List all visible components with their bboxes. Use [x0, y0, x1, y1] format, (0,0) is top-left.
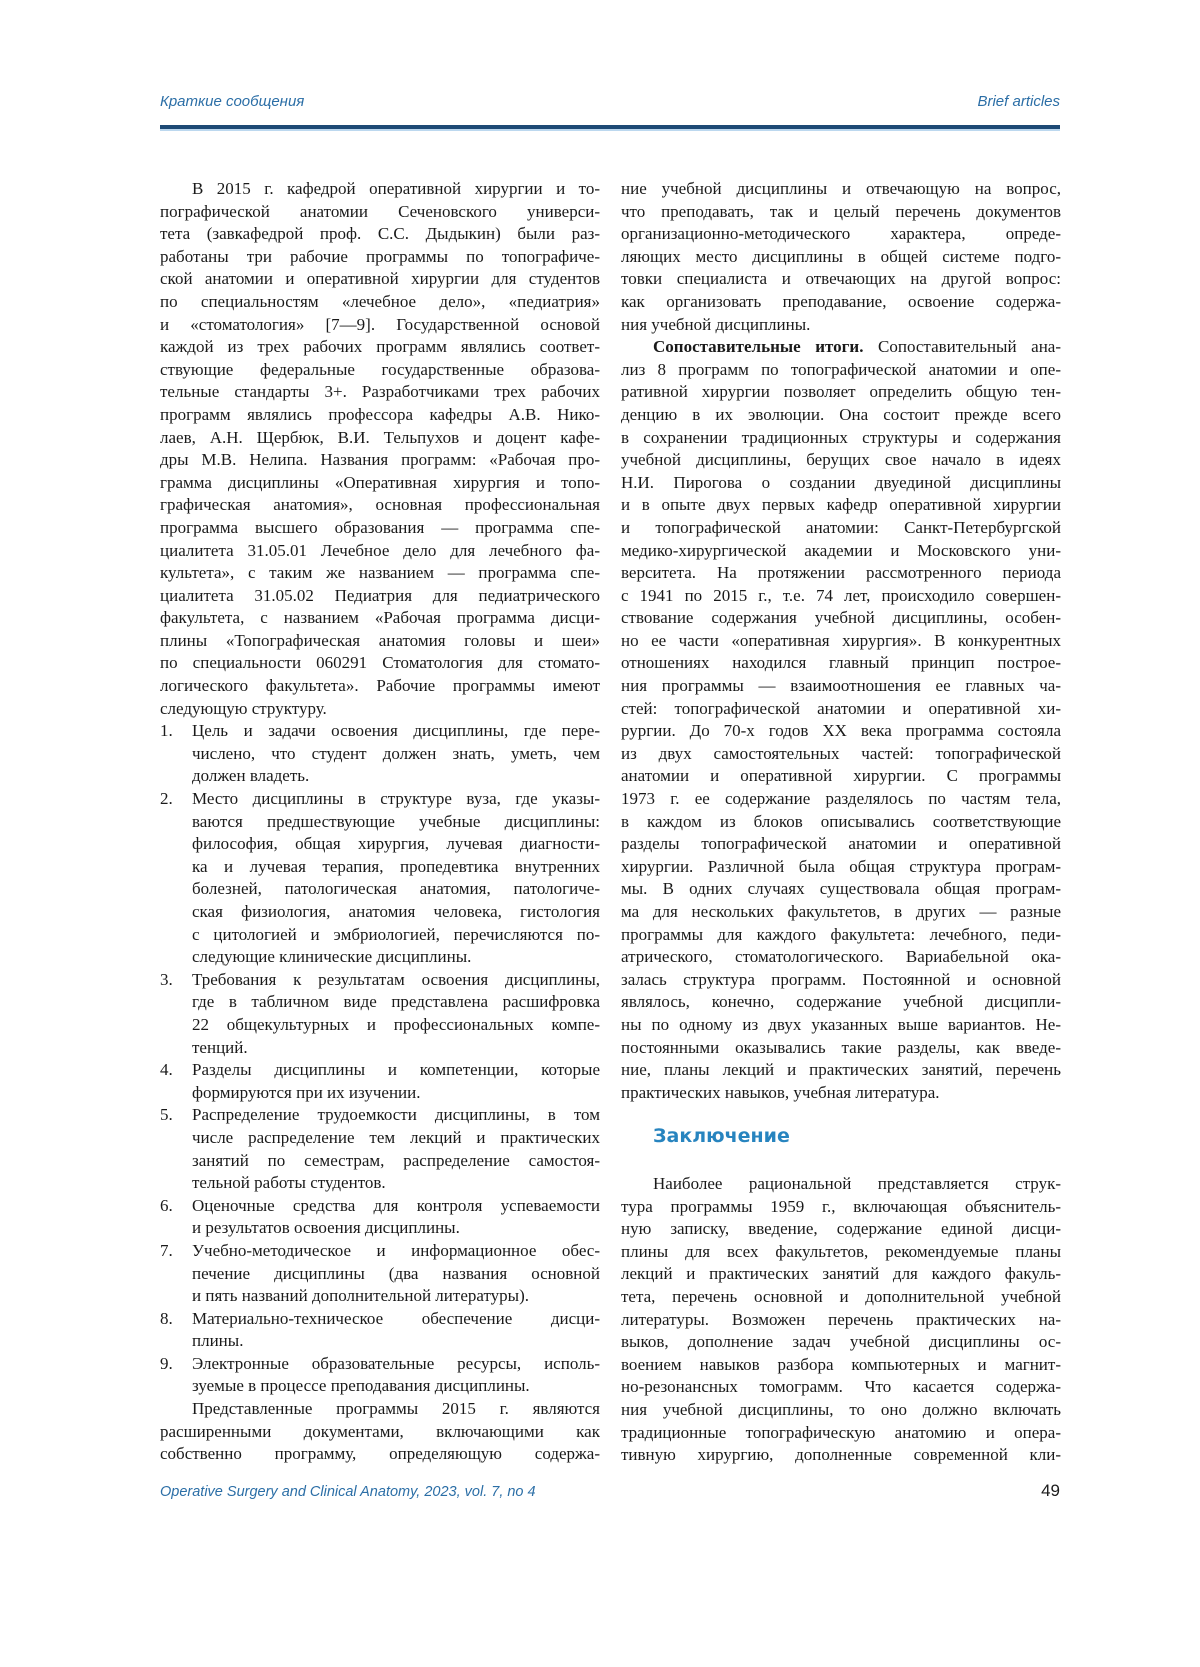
line-text: следующие клинические дисциплины.	[192, 947, 471, 966]
list-item-line	[160, 1082, 600, 1105]
list-number: 5.	[160, 1104, 173, 1127]
line-text: графическая анатомия», основная профессиональная	[160, 495, 600, 514]
line-text: ская физиология, анатомия человека, гистология	[192, 902, 600, 921]
line-text: Требования к результатам освоения дисциплины,	[192, 970, 600, 989]
line-text: Н.И. Пирогова о создании двуединой дисциплины	[621, 473, 1061, 492]
paragraph-line	[621, 788, 1061, 811]
line-text: анатомии и оперативной хирургии. С программы	[621, 766, 1061, 785]
line-text: разделы топографической анатомии и оперативной	[621, 834, 1061, 853]
line-text: Оценочные средства для контроля успеваемости	[192, 1196, 600, 1215]
line-text: лекций и практических занятий для каждого факуль-	[621, 1264, 1061, 1283]
list-number: 4.	[160, 1059, 173, 1082]
paragraph-line	[621, 607, 1061, 630]
paragraph-line	[160, 427, 600, 450]
lead-in-bold: Сопоставительные итоги.	[653, 337, 863, 356]
list-item-line	[160, 1104, 600, 1127]
line-text: факультета, с названием «Рабочая программа дисци-	[160, 608, 600, 627]
paragraph-line	[621, 540, 1061, 563]
line-text: но-резонансных томограмм. Что касается содержа-	[621, 1377, 1061, 1396]
list-number: 2.	[160, 788, 173, 811]
list-item-line	[160, 1330, 600, 1353]
line-text: верситета. На протяжении рассмотренного периода	[621, 563, 1061, 582]
paragraph-line	[621, 1309, 1061, 1332]
line-text: традиционные топографическую анатомию и опера-	[621, 1423, 1061, 1442]
list-item-line	[160, 924, 600, 947]
paragraph-line	[160, 1443, 600, 1466]
list-item-line	[160, 1375, 600, 1398]
line-text: Место дисциплины в структуре вуза, где указы-	[192, 789, 600, 808]
line-text: ляющих место дисциплины в общей системе подго-	[621, 247, 1061, 266]
line-text: ния программы — взаимоотношения ее главных ча-	[621, 676, 1061, 695]
list-item-line	[160, 1059, 600, 1082]
list-number: 9.	[160, 1353, 173, 1376]
paragraph-line	[160, 336, 600, 359]
line-text: медико-хирургической академии и Московского уни-	[621, 541, 1061, 560]
line-text: программы для каждого факультета: лечебного, педи-	[621, 925, 1061, 944]
paragraph-line	[621, 1037, 1061, 1060]
list-number: 1.	[160, 720, 173, 743]
line-text: ствование содержания учебной дисциплины, особен-	[621, 608, 1061, 627]
paragraph-line	[621, 765, 1061, 788]
list-item-line	[160, 946, 600, 969]
line-text: числе распределение тем лекций и практических	[192, 1128, 600, 1147]
paragraph-line	[621, 223, 1061, 246]
line-text: отношениях находился главный принцип построе-	[621, 653, 1061, 672]
paragraph-line	[621, 359, 1061, 382]
list-item-line	[160, 1127, 600, 1150]
paragraph-line	[160, 494, 600, 517]
line-text: Материально-техническое обеспечение дисци-	[192, 1309, 600, 1328]
paragraph-line	[621, 1376, 1061, 1399]
paragraph-line	[160, 223, 600, 246]
line-text: циалитета 31.05.01 Лечебное дело для лечебного фа-	[160, 541, 600, 560]
list-item-line	[160, 969, 600, 992]
paragraph-line	[621, 1354, 1061, 1377]
paragraph-line	[621, 291, 1061, 314]
paragraph-line	[160, 472, 600, 495]
paragraph-line	[160, 562, 600, 585]
line-text: практических навыков, учебная литература.	[621, 1083, 940, 1102]
paragraph-line	[160, 246, 600, 269]
paragraph-line	[621, 1422, 1061, 1445]
paragraph-line	[160, 291, 600, 314]
line-text: тета, перечень основной и дополнительной учебной	[621, 1287, 1061, 1306]
paragraph-line	[621, 1263, 1061, 1286]
line-text: и результатов освоения дисциплины.	[192, 1218, 460, 1237]
paragraph-line	[621, 268, 1061, 291]
line-text: культета», с таким же названием — программа спе-	[160, 563, 600, 582]
line-text: в каждом из блоков описывались соответствующие	[621, 812, 1061, 831]
line-text: мы. В одних случаях существовала общая програм-	[621, 879, 1061, 898]
line-text: тура программы 1959 г., включающая объяснитель-	[621, 1197, 1061, 1216]
line-text: логического факультета». Рабочие программы имеют	[160, 676, 600, 695]
paragraph-line	[160, 675, 600, 698]
list-item-line	[160, 765, 600, 788]
line-text: в сохранении традиционных структуры и содержания	[621, 428, 1061, 447]
line-text: денцию в их эволюции. Она состоит прежде всего	[621, 405, 1061, 424]
list-number: 8.	[160, 1308, 173, 1331]
line-text: лиз 8 программ по топографической анатомии и опе-	[621, 360, 1061, 379]
list-item-line	[160, 878, 600, 901]
list-item-line	[160, 1150, 600, 1173]
paragraph-line	[621, 652, 1061, 675]
list-item-line	[160, 1172, 600, 1195]
line-text: грамма дисциплины «Оперативная хирургия и топо-	[160, 473, 600, 492]
line-text: тельные стандарты 3+. Разработчиками трех рабочих	[160, 382, 600, 401]
line-text: хирургии. Различной была общая структура програм-	[621, 857, 1061, 876]
paragraph-line	[160, 585, 600, 608]
paragraph-line	[621, 336, 1061, 359]
line-text: программа высшего образования — программа спе-	[160, 518, 600, 537]
paragraph-line	[621, 1218, 1061, 1241]
list-item-line	[160, 1240, 600, 1263]
line-text: с цитологией и эмбриологией, перечисляются по-	[192, 925, 600, 944]
list-item-line	[160, 856, 600, 879]
left-column	[160, 178, 600, 1466]
line-text: Наиболее рациональной представляется струк-	[653, 1174, 1061, 1193]
line-text: как организовать преподавание, освоение содержа-	[621, 292, 1061, 311]
line-text: Цель и задачи освоения дисциплины, где пере-	[192, 721, 600, 740]
line-text: атрического, стоматологического. Вариабельной ока-	[621, 947, 1061, 966]
paragraph-line	[160, 178, 600, 201]
list-item-line	[160, 991, 600, 1014]
line-text: литературы. Возможен перечень практических на-	[621, 1310, 1061, 1329]
line-text: стей: топографической анатомии и оперативной хи-	[621, 699, 1061, 718]
line-text: ния учебной дисциплины.	[621, 315, 810, 334]
paragraph-line	[621, 878, 1061, 901]
list-item-line	[160, 1037, 600, 1060]
line-text: философия, общая хирургия, лучевая диагности-	[192, 834, 600, 853]
line-text: 22 общекультурных и профессиональных компе-	[192, 1015, 600, 1034]
line-text: числено, что студент должен знать, уметь, чем	[192, 744, 600, 763]
list-item-line	[160, 901, 600, 924]
paragraph-line	[621, 675, 1061, 698]
paragraph-line	[160, 449, 600, 472]
line-text: ние учебной дисциплины и отвечающую на вопрос,	[621, 179, 1061, 198]
list-item-line	[160, 720, 600, 743]
line-text: Распределение трудоемкости дисциплины, в том	[192, 1105, 600, 1124]
line-text: ваются предшествующие учебные дисциплины:	[192, 812, 600, 831]
paragraph-line	[621, 1241, 1061, 1264]
line-text: Сопоставительный ана-	[863, 337, 1061, 356]
line-text: и пять названий дополнительной литературы).	[192, 1286, 529, 1305]
paragraph-line	[621, 562, 1061, 585]
paragraph-line	[621, 178, 1061, 201]
conclusion-text	[621, 1173, 1061, 1467]
line-text: ма для нескольких факультетов, в других — разные	[621, 902, 1061, 921]
line-text: ка и лучевая терапия, пропедевтика внутренних	[192, 857, 600, 876]
line-text: ской анатомии и оперативной хирургии для студентов	[160, 269, 600, 288]
paragraph-line	[160, 607, 600, 630]
paragraph-line	[621, 404, 1061, 427]
line-text: следующую структуру.	[160, 699, 327, 718]
line-text: занятий по семестрам, распределение самостоя-	[192, 1151, 600, 1170]
paragraph-line	[621, 946, 1061, 969]
list-item-line	[160, 811, 600, 834]
line-text: ствующие федеральные государственные образова-	[160, 360, 600, 379]
paragraph-line	[621, 833, 1061, 856]
list-item-line	[160, 1217, 600, 1240]
paragraph-line	[621, 1082, 1061, 1105]
line-text: Представленные программы 2015 г. являются	[192, 1399, 600, 1418]
list-number: 7.	[160, 1240, 173, 1263]
list-number: 3.	[160, 969, 173, 992]
line-text: и в опыте двух первых кафедр оперативной хирургии	[621, 495, 1061, 514]
paragraph-line	[621, 698, 1061, 721]
line-text: ния учебной дисциплины, то оно должно включать	[621, 1400, 1061, 1419]
paragraph-line	[621, 449, 1061, 472]
line-text: В 2015 г. кафедрой оперативной хирургии и то-	[192, 179, 600, 198]
line-text: печение дисциплины (два названия основной	[192, 1264, 600, 1283]
line-text: организационно-методического характера, опреде-	[621, 224, 1061, 243]
line-text: тивную хирургию, дополненные современной кли-	[621, 1445, 1061, 1464]
paragraph-line	[621, 969, 1061, 992]
list-item-line	[160, 1285, 600, 1308]
paragraph-line	[160, 652, 600, 675]
line-text: плины.	[192, 1331, 243, 1350]
line-text: лаев, А.Н. Щербюк, В.И. Тельпухов и доцент кафе-	[160, 428, 600, 447]
line-text: циалитета 31.05.02 Педиатрия для педиатрического	[160, 586, 600, 605]
running-header-section: Краткие сообщения	[160, 93, 304, 110]
line-text: рургии. До 70-х годов XX века программа состояла	[621, 721, 1061, 740]
list-number: 6.	[160, 1195, 173, 1218]
line-text: работаны три рабочие программы по топографиче-	[160, 247, 600, 266]
line-text: воением навыков разбора компьютерных и магнит-	[621, 1355, 1061, 1374]
line-text: Разделы дисциплины и компетенции, которые	[192, 1060, 600, 1079]
line-text: с 1941 по 2015 г., т.е. 74 лет, происходило совершен-	[621, 586, 1061, 605]
section-heading-conclusion: Заключение	[653, 1125, 790, 1147]
paragraph-line	[160, 381, 600, 404]
paragraph-line	[160, 359, 600, 382]
line-text: являлось, конечно, содержание учебной дисципли-	[621, 992, 1061, 1011]
line-text: пографической анатомии Сеченовского универси-	[160, 202, 600, 221]
line-text: учебной дисциплины, берущих свое начало в идеях	[621, 450, 1061, 469]
line-text: ны по одному из двух указанных выше вариантов. Не-	[621, 1015, 1061, 1034]
line-text: и топографической анатомии: Санкт-Петербургской	[621, 518, 1061, 537]
line-text: и «стоматология» [7—9]. Государственной основой	[160, 315, 600, 334]
paragraph-line	[621, 246, 1061, 269]
line-text: программ являлись профессора кафедры А.В. Нико-	[160, 405, 600, 424]
paragraph-line	[621, 991, 1061, 1014]
paragraph-line	[621, 585, 1061, 608]
header-rule	[160, 125, 1060, 131]
line-text: тельной работы студентов.	[192, 1173, 386, 1192]
line-text: по специальности 060291 Стоматология для стомато-	[160, 653, 600, 672]
line-text: дры М.В. Нелипа. Названия программ: «Рабочая про-	[160, 450, 600, 469]
line-text: товки специалиста и отвечающих на другой вопрос:	[621, 269, 1061, 288]
line-text: плины «Топографическая анатомия головы и шеи»	[160, 631, 600, 650]
line-text: болезней, патологическая анатомия, патологиче-	[192, 879, 600, 898]
paragraph-line	[160, 1398, 600, 1421]
paragraph-line	[160, 540, 600, 563]
paragraph-line	[160, 404, 600, 427]
paragraph-line	[621, 720, 1061, 743]
line-text: 1973 г. ее содержание разделялось по частям тела,	[621, 789, 1061, 808]
line-text: плины для всех факультетов, рекомендуемые планы	[621, 1242, 1061, 1261]
paragraph-line	[160, 630, 600, 653]
paragraph-line	[621, 856, 1061, 879]
paragraph-line	[621, 901, 1061, 924]
line-text: ную записку, введение, содержание единой дисци-	[621, 1219, 1061, 1238]
paragraph-line	[621, 201, 1061, 224]
line-text: где в табличном виде представлена расшифровка	[192, 992, 600, 1011]
line-text: должен владеть.	[192, 766, 309, 785]
paragraph-line	[621, 811, 1061, 834]
paragraph-line	[621, 314, 1061, 337]
line-text: постоянными оказывались такие разделы, как введе-	[621, 1038, 1061, 1057]
paragraph-line	[621, 1196, 1061, 1219]
line-text: ративной хирургии позволяет определить общую тен-	[621, 382, 1061, 401]
line-text: тета (завкафедрой проф. С.С. Дыдыкин) были раз-	[160, 224, 600, 243]
line-text: залась структура программ. Постоянной и основной	[621, 970, 1061, 989]
line-text: из двух самостоятельных частей: топографической	[621, 744, 1061, 763]
paragraph-line	[160, 1421, 600, 1444]
list-item-line	[160, 788, 600, 811]
paragraph-line	[621, 494, 1061, 517]
paragraph-line	[621, 630, 1061, 653]
paragraph-line	[621, 1331, 1061, 1354]
line-text: собственно программу, определяющую содержа-	[160, 1444, 600, 1463]
paragraph-line	[160, 201, 600, 224]
line-text: выков, дополнение задач учебной дисциплины ос-	[621, 1332, 1061, 1351]
list-item-line	[160, 1353, 600, 1376]
paragraph-line	[621, 924, 1061, 947]
line-text: формируются при их изучении.	[192, 1083, 421, 1102]
line-text: что преподавать, так и целый перечень документов	[621, 202, 1061, 221]
list-item-line	[160, 1014, 600, 1037]
line-text: Учебно-методическое и информационное обес-	[192, 1241, 600, 1260]
paragraph-line	[621, 517, 1061, 540]
list-item-line	[160, 1308, 600, 1331]
footer-journal: Operative Surgery and Clinical Anatomy, 2023, vol. 7, no 4	[160, 1484, 536, 1500]
line-text: но ее части «оперативная хирургия». В конкурентных	[621, 631, 1061, 650]
list-item-line	[160, 1195, 600, 1218]
line-text: зуемые в процессе преподавания дисциплины.	[192, 1376, 530, 1395]
list-item-line	[160, 743, 600, 766]
page-number: 49	[1041, 1481, 1060, 1501]
paragraph-line	[160, 517, 600, 540]
paragraph-line	[621, 381, 1061, 404]
line-text: Электронные образовательные ресурсы, исполь-	[192, 1354, 600, 1373]
line-text: ние, планы лекций и практических занятий, перечень	[621, 1060, 1061, 1079]
paragraph-line	[621, 1173, 1061, 1196]
line-text: расширенными документами, включающими как	[160, 1422, 600, 1441]
paragraph-line	[621, 1059, 1061, 1082]
list-item-line	[160, 833, 600, 856]
paragraph-line	[621, 1444, 1061, 1467]
paragraph-line	[621, 472, 1061, 495]
paragraph-line	[621, 427, 1061, 450]
list-item-line	[160, 1263, 600, 1286]
paragraph-line	[621, 1399, 1061, 1422]
paragraph-line	[621, 743, 1061, 766]
paragraph-line	[160, 698, 600, 721]
right-column	[621, 178, 1061, 1104]
paragraph-line	[160, 314, 600, 337]
running-header-section-en: Brief articles	[977, 93, 1060, 110]
line-text: тенций.	[192, 1038, 248, 1057]
line-text: по специальностям «лечебное дело», «педиатрия»	[160, 292, 600, 311]
paragraph-line	[160, 268, 600, 291]
paragraph-line	[621, 1286, 1061, 1309]
line-text: каждой из трех рабочих программ являлись соответ-	[160, 337, 600, 356]
paragraph-line	[621, 1014, 1061, 1037]
